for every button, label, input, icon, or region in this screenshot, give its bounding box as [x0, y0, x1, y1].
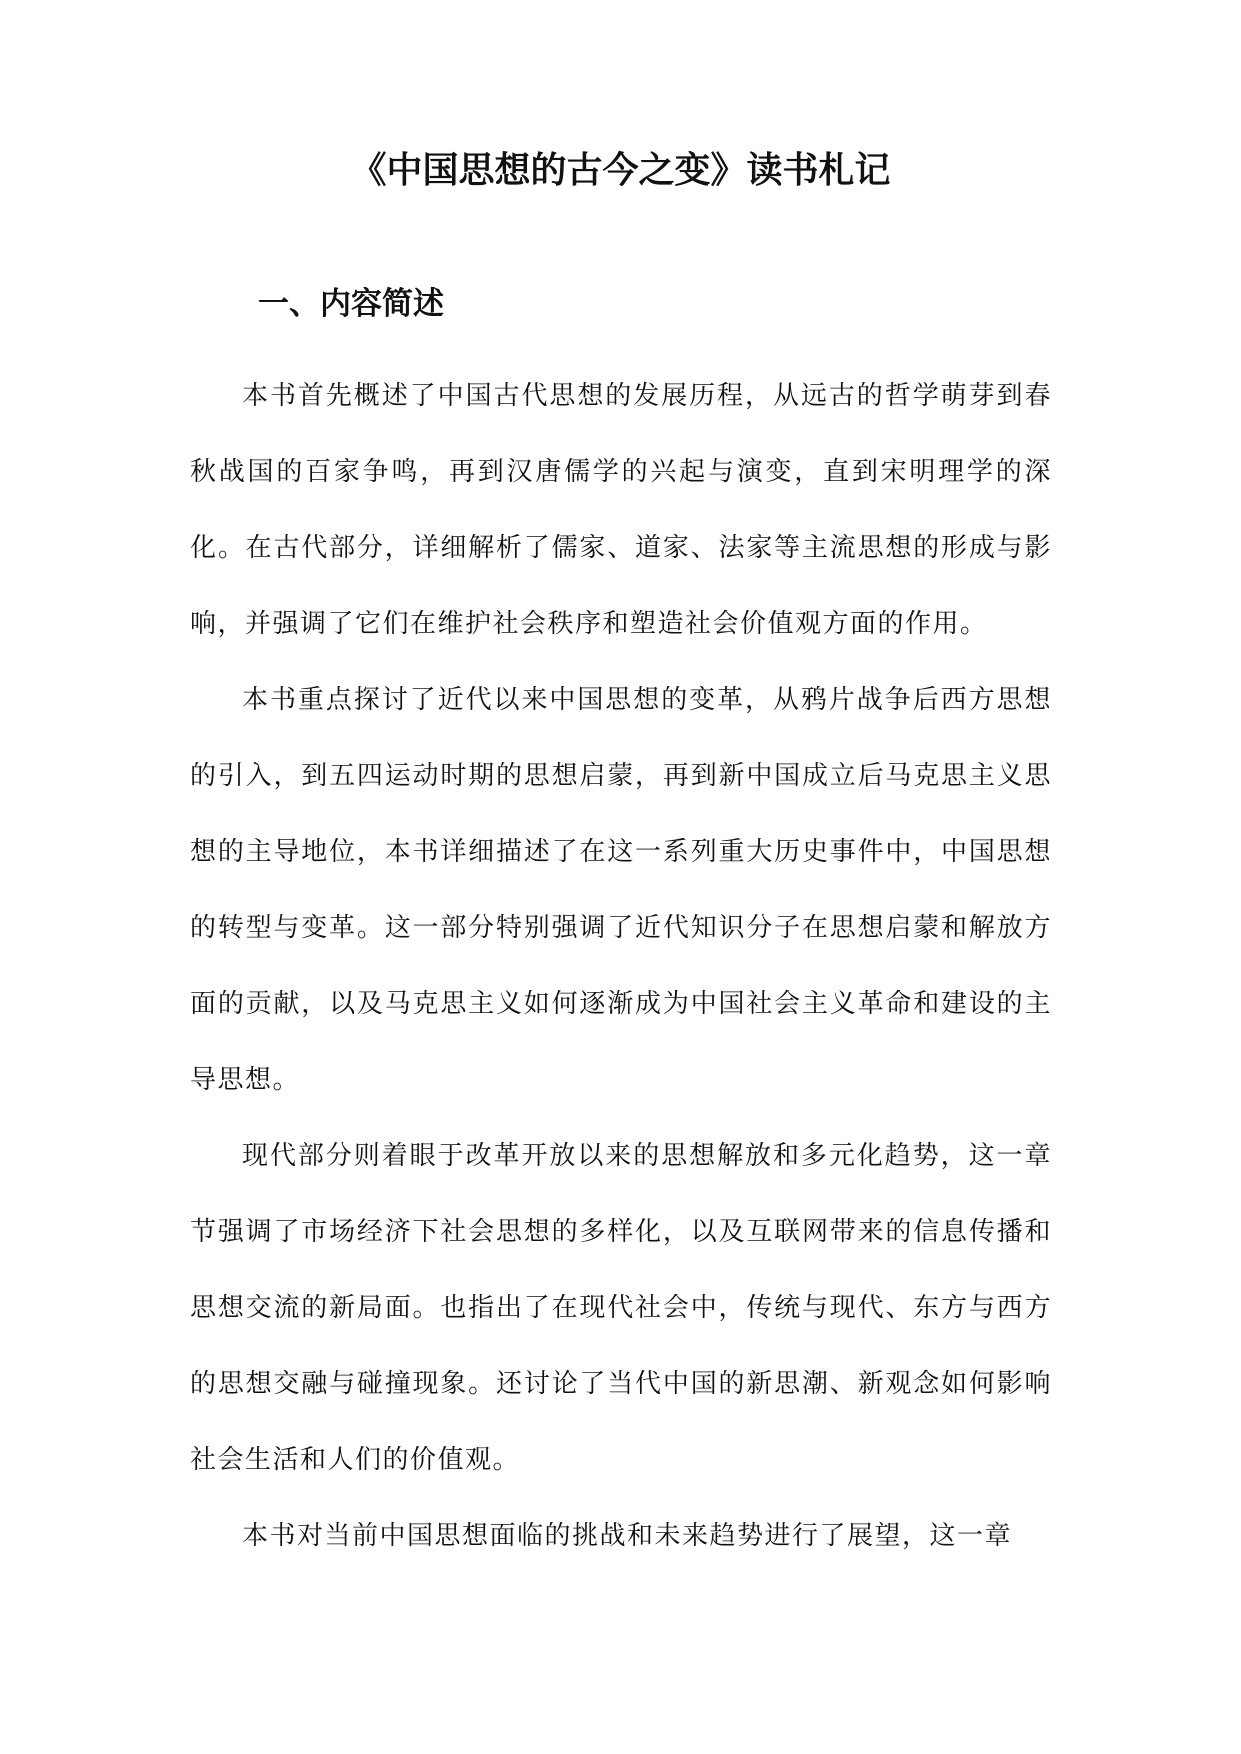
- paragraph-3: 现代部分则着眼于改革开放以来的思想解放和多元化趋势，这一章节强调了市场经济下社会思想的多样化，以及互联网带来的信息传播和思想交流的新局面。也指出了在现代社会中，传统与现代、东方与西方的思想交融与碰撞现象。还讨论了当代中国的新思潮、新观念如何影响社会生活和人们的价值观。: [190, 1141, 1052, 1475]
- paragraph-4: 本书对当前中国思想面临的挑战和未来趋势进行了展望，这一章: [242, 1521, 1013, 1551]
- document-title: 《中国思想的古今之变》读书札记: [350, 150, 891, 191]
- body-text: [190, 358, 1052, 1574]
- section-heading: 一、内容简述: [258, 286, 444, 322]
- paragraph-2: 本书重点探讨了近代以来中国思想的变革，从鸦片战争后西方思想的引入，到五四运动时期的思想启蒙，再到新中国成立后马克思主义思想的主导地位，本书详细描述了在这一系列重大历史事件中，中国思想的转型与变革。这一部分特别强调了近代知识分子在思想启蒙和解放方面的贡献，以及马克思主义如何逐渐成为中国社会主义革命和建设的主导思想。: [190, 685, 1052, 1095]
- paragraph-1: 本书首先概述了中国古代思想的发展历程，从远古的哲学萌芽到春秋战国的百家争鸣，再到汉唐儒学的兴起与演变，直到宋明理学的深化。在古代部分，详细解析了儒家、道家、法家等主流思想的形成与影响，并强调了它们在维护社会秩序和塑造社会价值观方面的作用。: [190, 381, 1052, 639]
